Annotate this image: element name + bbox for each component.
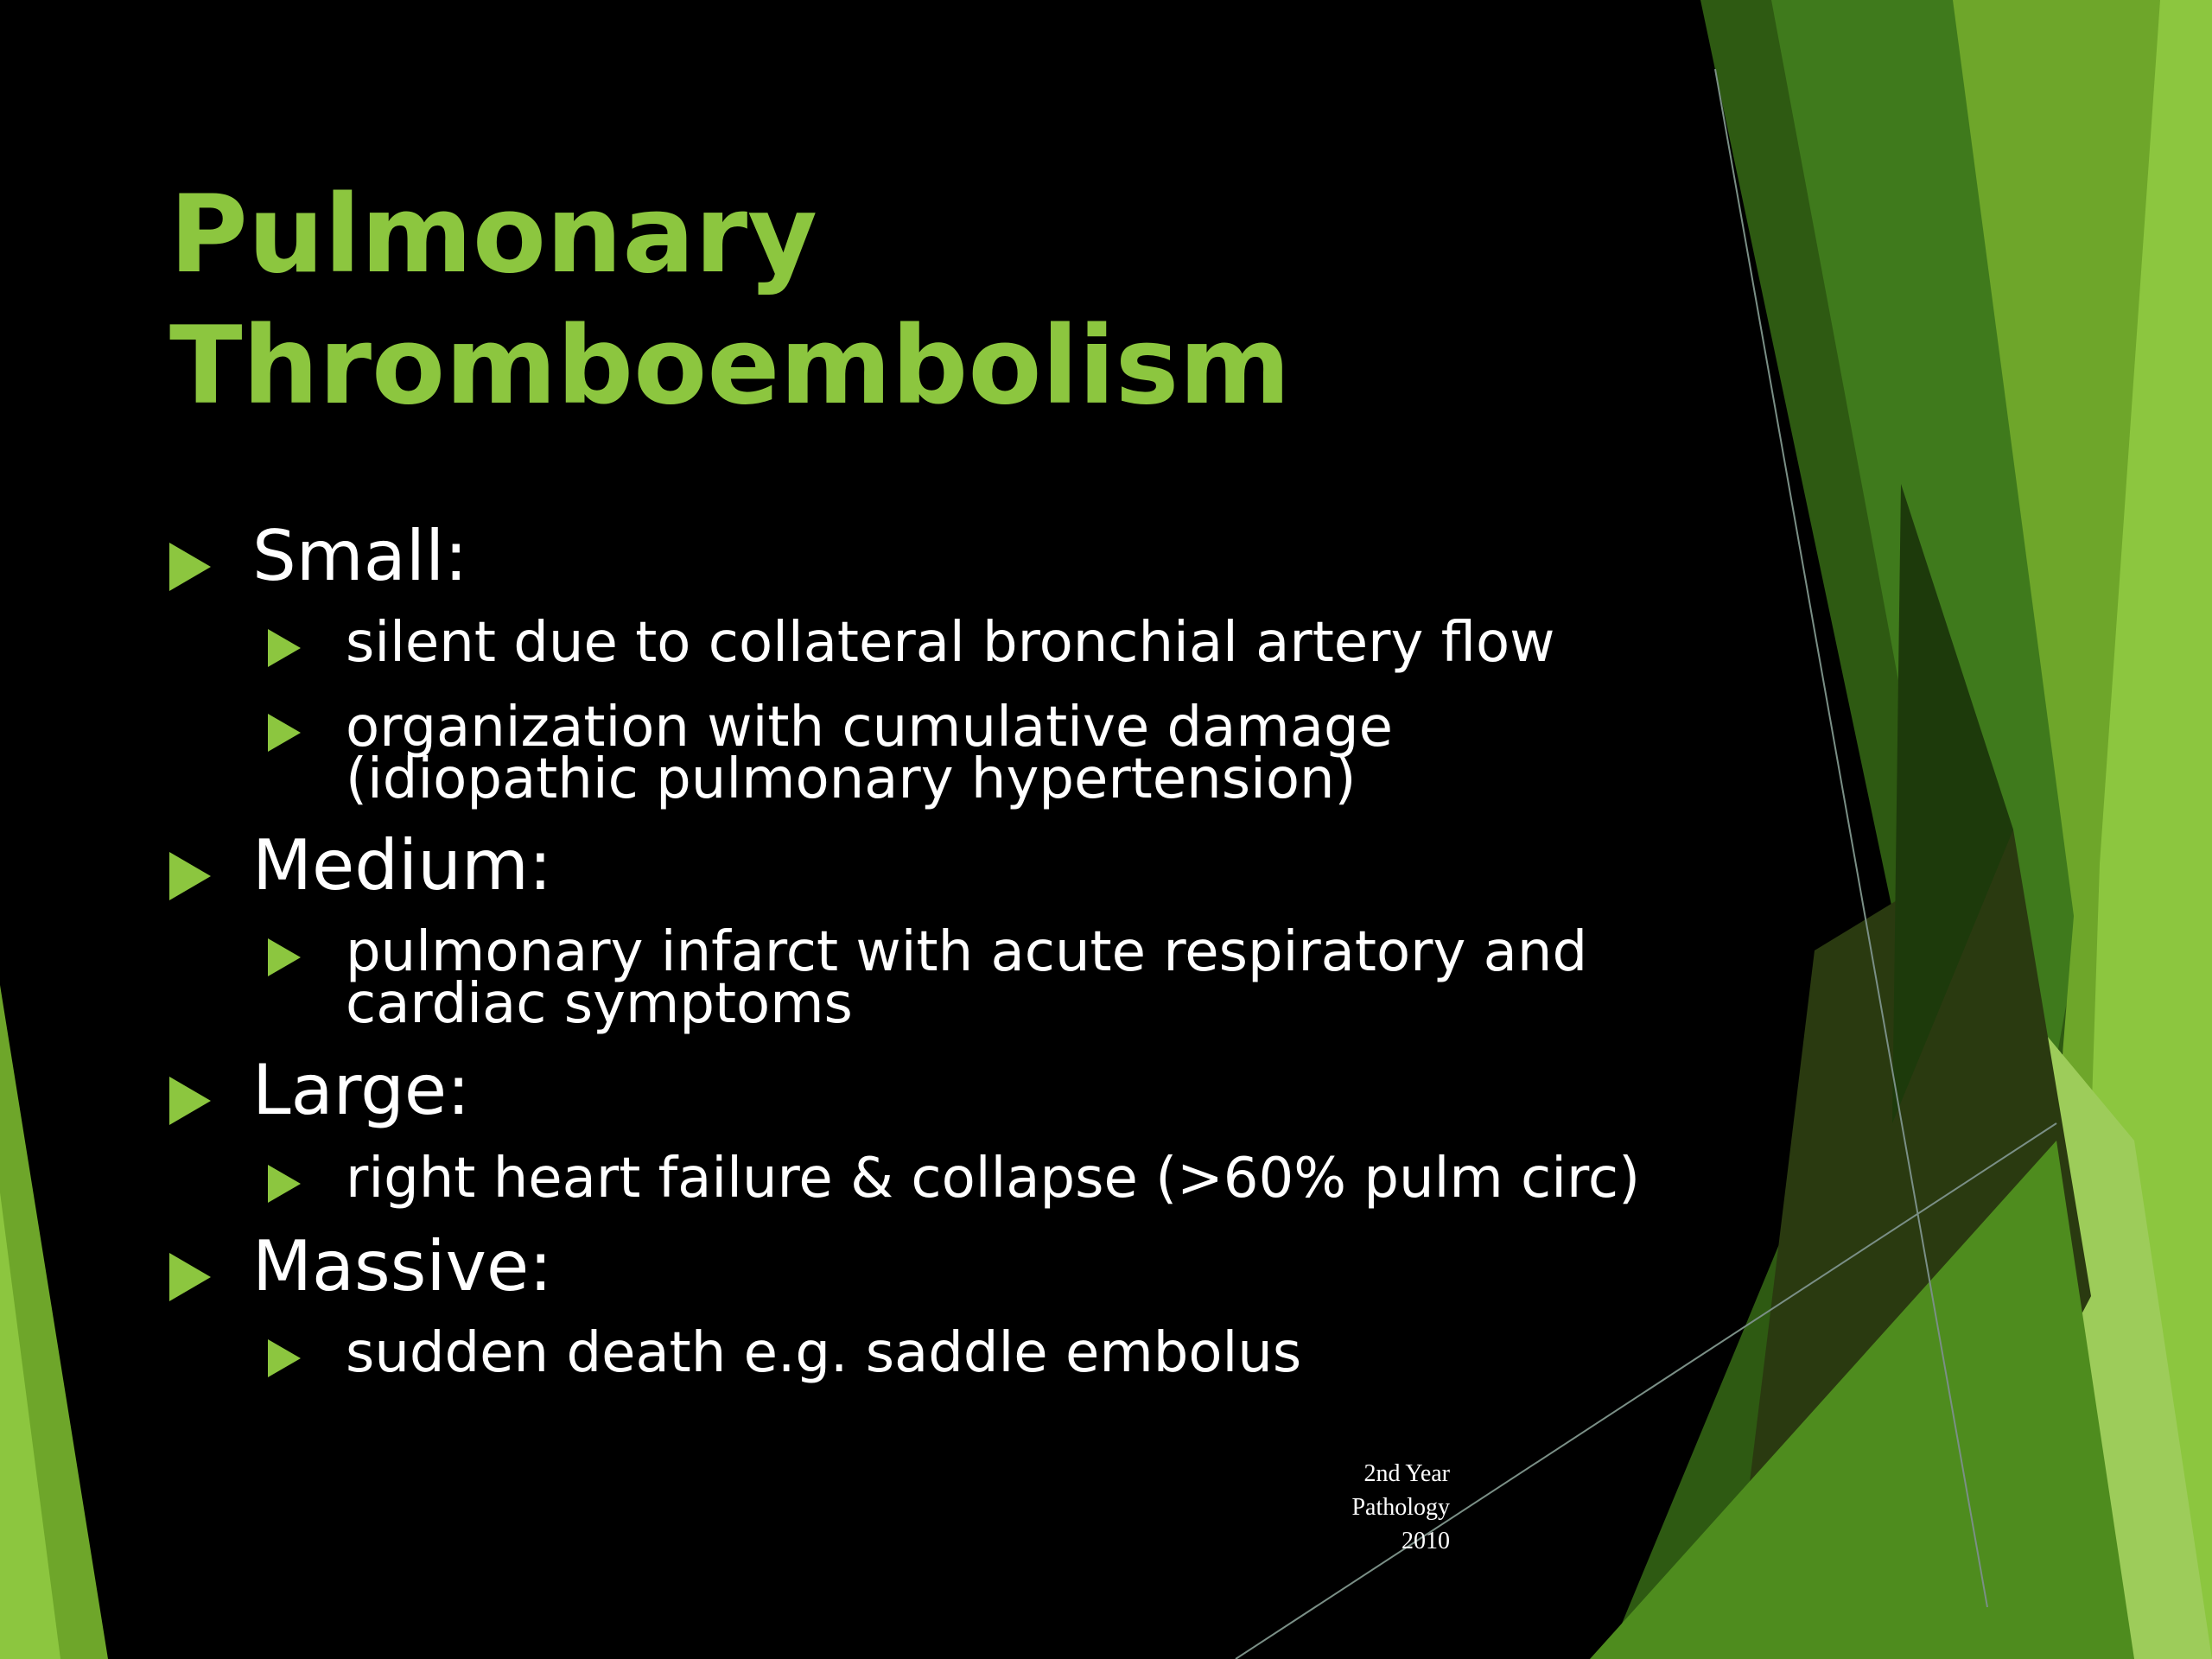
sub-bullet-line: right heart failure & collapse (>60% pulm circ) (346, 1147, 1641, 1211)
bullet-heading-massive: Massive: (252, 1226, 553, 1306)
sub-bullet-line: (idiopathic pulmonary hypertension) (346, 747, 1357, 811)
footer-line-3: 2010 (1402, 1528, 1450, 1554)
bullet-heading-small: Small: (252, 516, 468, 596)
triangle-right-icon (169, 543, 211, 591)
sub-bullet-line: silent due to collateral bronchial artery flow (346, 611, 1555, 675)
bullet-heading-large: Large: (252, 1050, 471, 1130)
sub-bullet-silent (268, 611, 1555, 675)
slide-title-line-2: Thromboembolism (169, 304, 1291, 429)
sub-bullet-heart-failure (268, 1147, 1641, 1211)
triangle-right-icon (169, 1253, 211, 1301)
sub-bullet-text (346, 1321, 1302, 1385)
slide-footer (1225, 1457, 1450, 1558)
footer-line-1: 2nd Year (1363, 1460, 1450, 1487)
bullet-massive (169, 1226, 553, 1306)
bullet-small (169, 518, 467, 594)
slide-title-line-1: Pulmonary (169, 173, 817, 297)
triangle-right-icon (268, 1339, 301, 1377)
sub-bullet-text (346, 1147, 1641, 1211)
triangle-right-icon (268, 938, 301, 976)
bullet-heading-medium: Medium: (252, 825, 552, 906)
bullet-list (169, 0, 1811, 1659)
sub-bullet-text (346, 920, 1588, 1036)
triangle-right-icon (268, 714, 301, 752)
sub-bullet-organization (268, 696, 1393, 811)
footer-line-2: Pathology (1351, 1494, 1450, 1521)
sub-bullet-infarct (268, 920, 1588, 1036)
bullet-large (169, 1052, 470, 1128)
triangle-right-icon (169, 852, 211, 900)
sub-bullet-text (346, 696, 1393, 811)
sub-bullet-text (346, 611, 1555, 675)
sub-bullet-line: cardiac symptoms (346, 972, 853, 1036)
bullet-medium (169, 825, 552, 906)
triangle-right-icon (169, 1077, 211, 1125)
triangle-right-icon (268, 629, 301, 667)
triangle-right-icon (268, 1165, 301, 1203)
sub-bullet-line: sudden death e.g. saddle embolus (346, 1321, 1302, 1385)
sub-bullet-line: pulmonary infarct with acute respiratory and (346, 920, 1588, 984)
sub-bullet-sudden-death (268, 1321, 1302, 1385)
sub-bullet-line: organization with cumulative damage (346, 696, 1393, 760)
